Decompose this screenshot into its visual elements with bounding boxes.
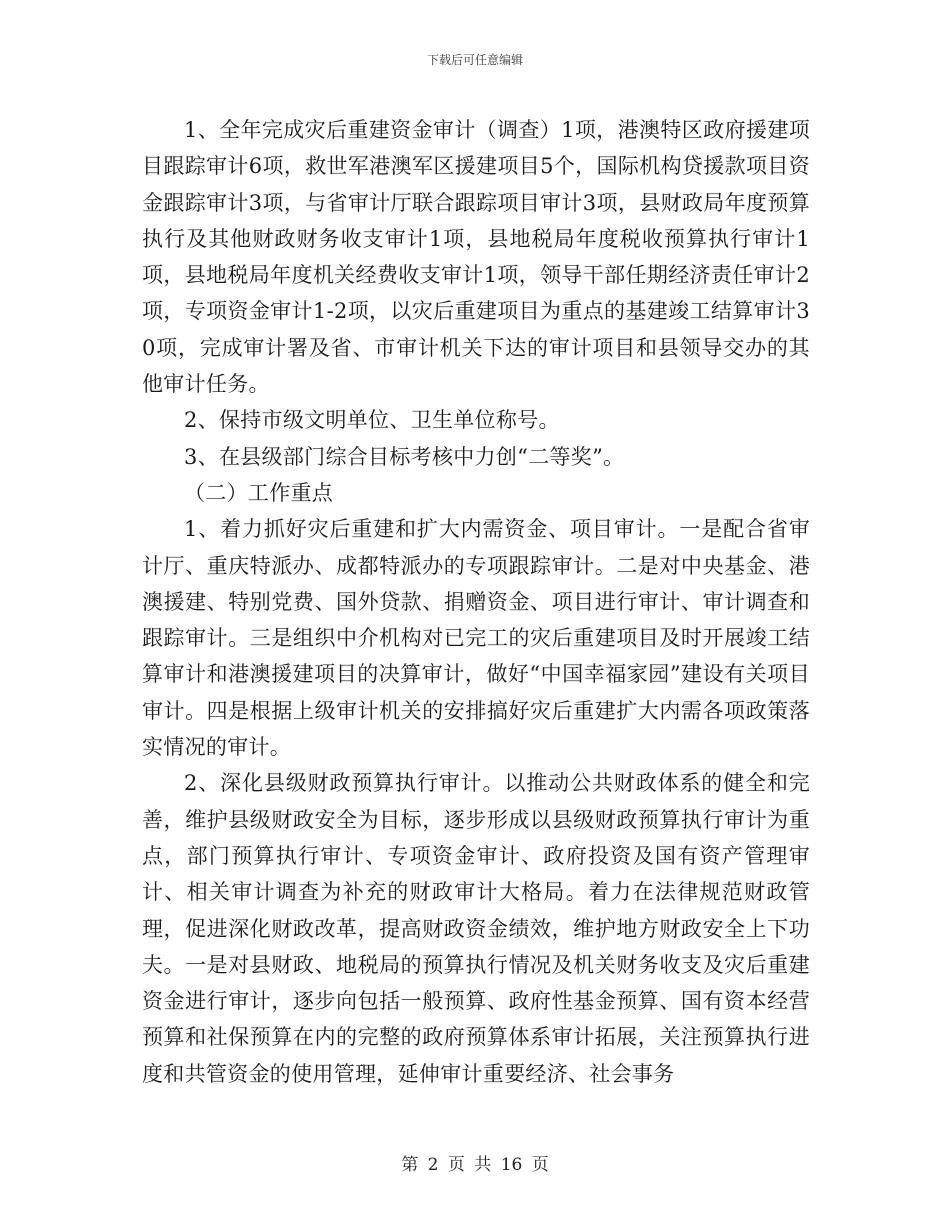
paragraph-focus-2: 2、深化县级财政预算执行审计。以推动公共财政体系的健全和完善，维护县级财政安全为目标，逐步形成以县级财政预算执行审计为重点，部门预算执行审计、专项资金审计、政府投资及国有资产管理审计、相关审计调查为补充的财政审计大格局。着力在法律规范财政管理，促进深化财政改革，提高财政资金绩效，维护地方财政安全上下功夫。一是对县财政、地税局的预算执行情况及机关财务收支及灾后重建资金进行审计，逐步向包括一般预算、政府性基金预算、国有资本经营预算和社保预算在内的完整的政府预算体系审计拓展，关注预算执行进度和共管资金的使用管理，延伸审计重要经济、社会事务 xyxy=(142,771,810,1086)
document-body xyxy=(142,112,810,1092)
section-heading-work-focus: （二）工作重点 xyxy=(184,480,334,505)
paragraph-targets-1: 1、全年完成灾后重建资金审计（调查）1项，港澳特区政府援建项目跟踪审计6项，救世军港澳军区援建项目5个，国际机构贷援款项目资金跟踪审计3项，与省审计厅联合跟踪项目审计3项，县财政局年度预算执行及其他财政财务收支审计1项，县地税局年度税收预算执行审计1项，县地税局年度机关经费收支审计1项，领导干部任期经济责任审计2项，专项资金审计1-2项，以灾后重建项目为重点的基建竣工结算审计30项，完成审计署及省、市审计机关下达的审计项目和县领导交办的其他审计任务。 xyxy=(142,118,810,397)
paragraph-targets-2: 2、保持市级文明单位、卫生单位称号。 xyxy=(184,408,560,433)
paragraph-focus-1: 1、着力抓好灾后重建和扩大内需资金、项目审计。一是配合省审计厅、重庆特派办、成都特派办的专项跟踪审计。二是对中央基金、港澳援建、特别党费、国外贷款、捐赠资金、项目进行审计、审计调查和跟踪审计。三是组织中介机构对已完工的灾后重建项目及时开展竣工结算审计和港澳援建项目的决算审计，做好“中国幸福家园”建设有关项目审计。四是根据上级审计机关的安排搞好灾后重建扩大内需各项政策落实情况的审计。 xyxy=(142,517,810,760)
page-header: 下载后可任意编辑 xyxy=(426,53,523,67)
page-number-footer: 第 2 页 共 16 页 xyxy=(401,1155,549,1175)
paragraph-targets-3: 3、在县级部门综合目标考核中力创“二等奖”。 xyxy=(184,444,625,469)
